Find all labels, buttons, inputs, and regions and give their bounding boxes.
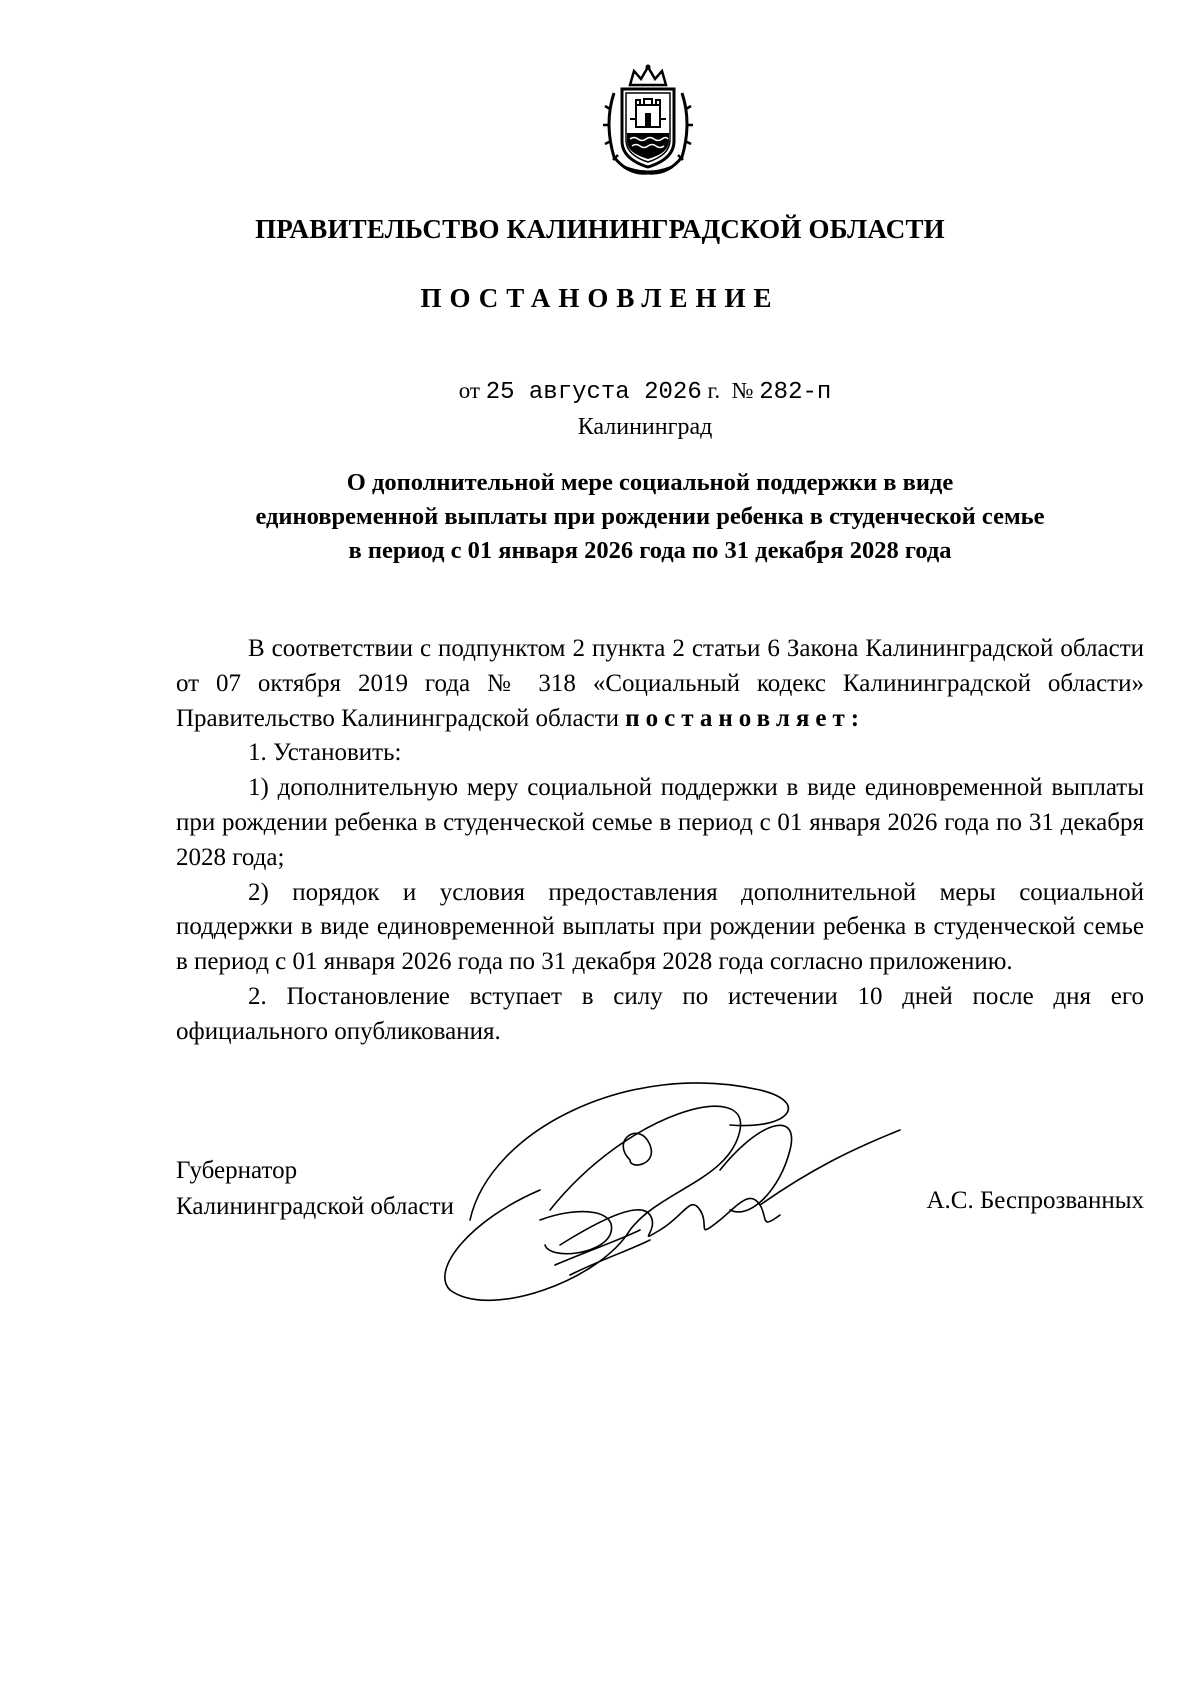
document-body xyxy=(176,632,1144,1050)
number-sign: № xyxy=(731,378,754,403)
coat-of-arms-icon xyxy=(600,63,696,177)
position-line-2: Калининградской области xyxy=(176,1193,454,1220)
item-2: 2. Постановление вступает в силу по истечении 10 дней после дня его официального опубликования. xyxy=(176,982,1144,1045)
document-type: ПОСТАНОВЛЕНИЕ xyxy=(420,283,780,313)
intro-text: В соответствии с подпунктом 2 пункта 2 статьи 6 Закона Калининградской области от 07 октября 2019 года № 318 «Социальный кодекс Калининградской области» Правительство Калининградской области xyxy=(176,635,1144,732)
item-1: 1. Установить: xyxy=(248,739,402,767)
intro-paragraph xyxy=(176,632,1144,736)
title-line-1: О дополнительной мере социальной поддержки в виде xyxy=(346,469,954,496)
city: Калининград xyxy=(577,414,713,440)
item-1-subitem-1: 1) дополнительную меру социальной поддержки в виде единовременной выплаты при рождении ребенка в студенческой семье в период с 01 января 2026 года по 31 декабря 2028 года; xyxy=(176,774,1144,871)
signatory-name: А.С. Беспрозванных xyxy=(926,1187,1144,1214)
document-number: 282-п xyxy=(759,379,832,406)
date-number-line xyxy=(0,378,1200,406)
date-prefix: от xyxy=(458,378,480,403)
title-line-2: единовременной выплаты при рождении ребенка в студенческой семье xyxy=(255,503,1045,530)
document-title xyxy=(150,466,1150,568)
signatory-position xyxy=(176,1153,454,1225)
title-line-3: в период с 01 января 2026 года по 31 декабря 2028 года xyxy=(348,537,952,564)
position-line-1: Губернатор xyxy=(176,1157,298,1184)
handwritten-signature-icon xyxy=(430,1070,910,1320)
intro-verb: постановляет: xyxy=(625,704,866,732)
organization-name: ПРАВИТЕЛЬСТВО КАЛИНИНГРАДСКОЙ ОБЛАСТИ xyxy=(255,214,945,244)
document-date: 25 августа 2026 xyxy=(485,379,702,406)
item-1-subitem-2: 2) порядок и условия предоставления дополнительной меры социальной поддержки в виде единовременной выплаты при рождении ребенка в студенческой семье в период с 01 января 2026 года по 31 декабря 2028 года согласно приложению. xyxy=(176,878,1144,976)
year-suffix: г. xyxy=(707,378,721,403)
